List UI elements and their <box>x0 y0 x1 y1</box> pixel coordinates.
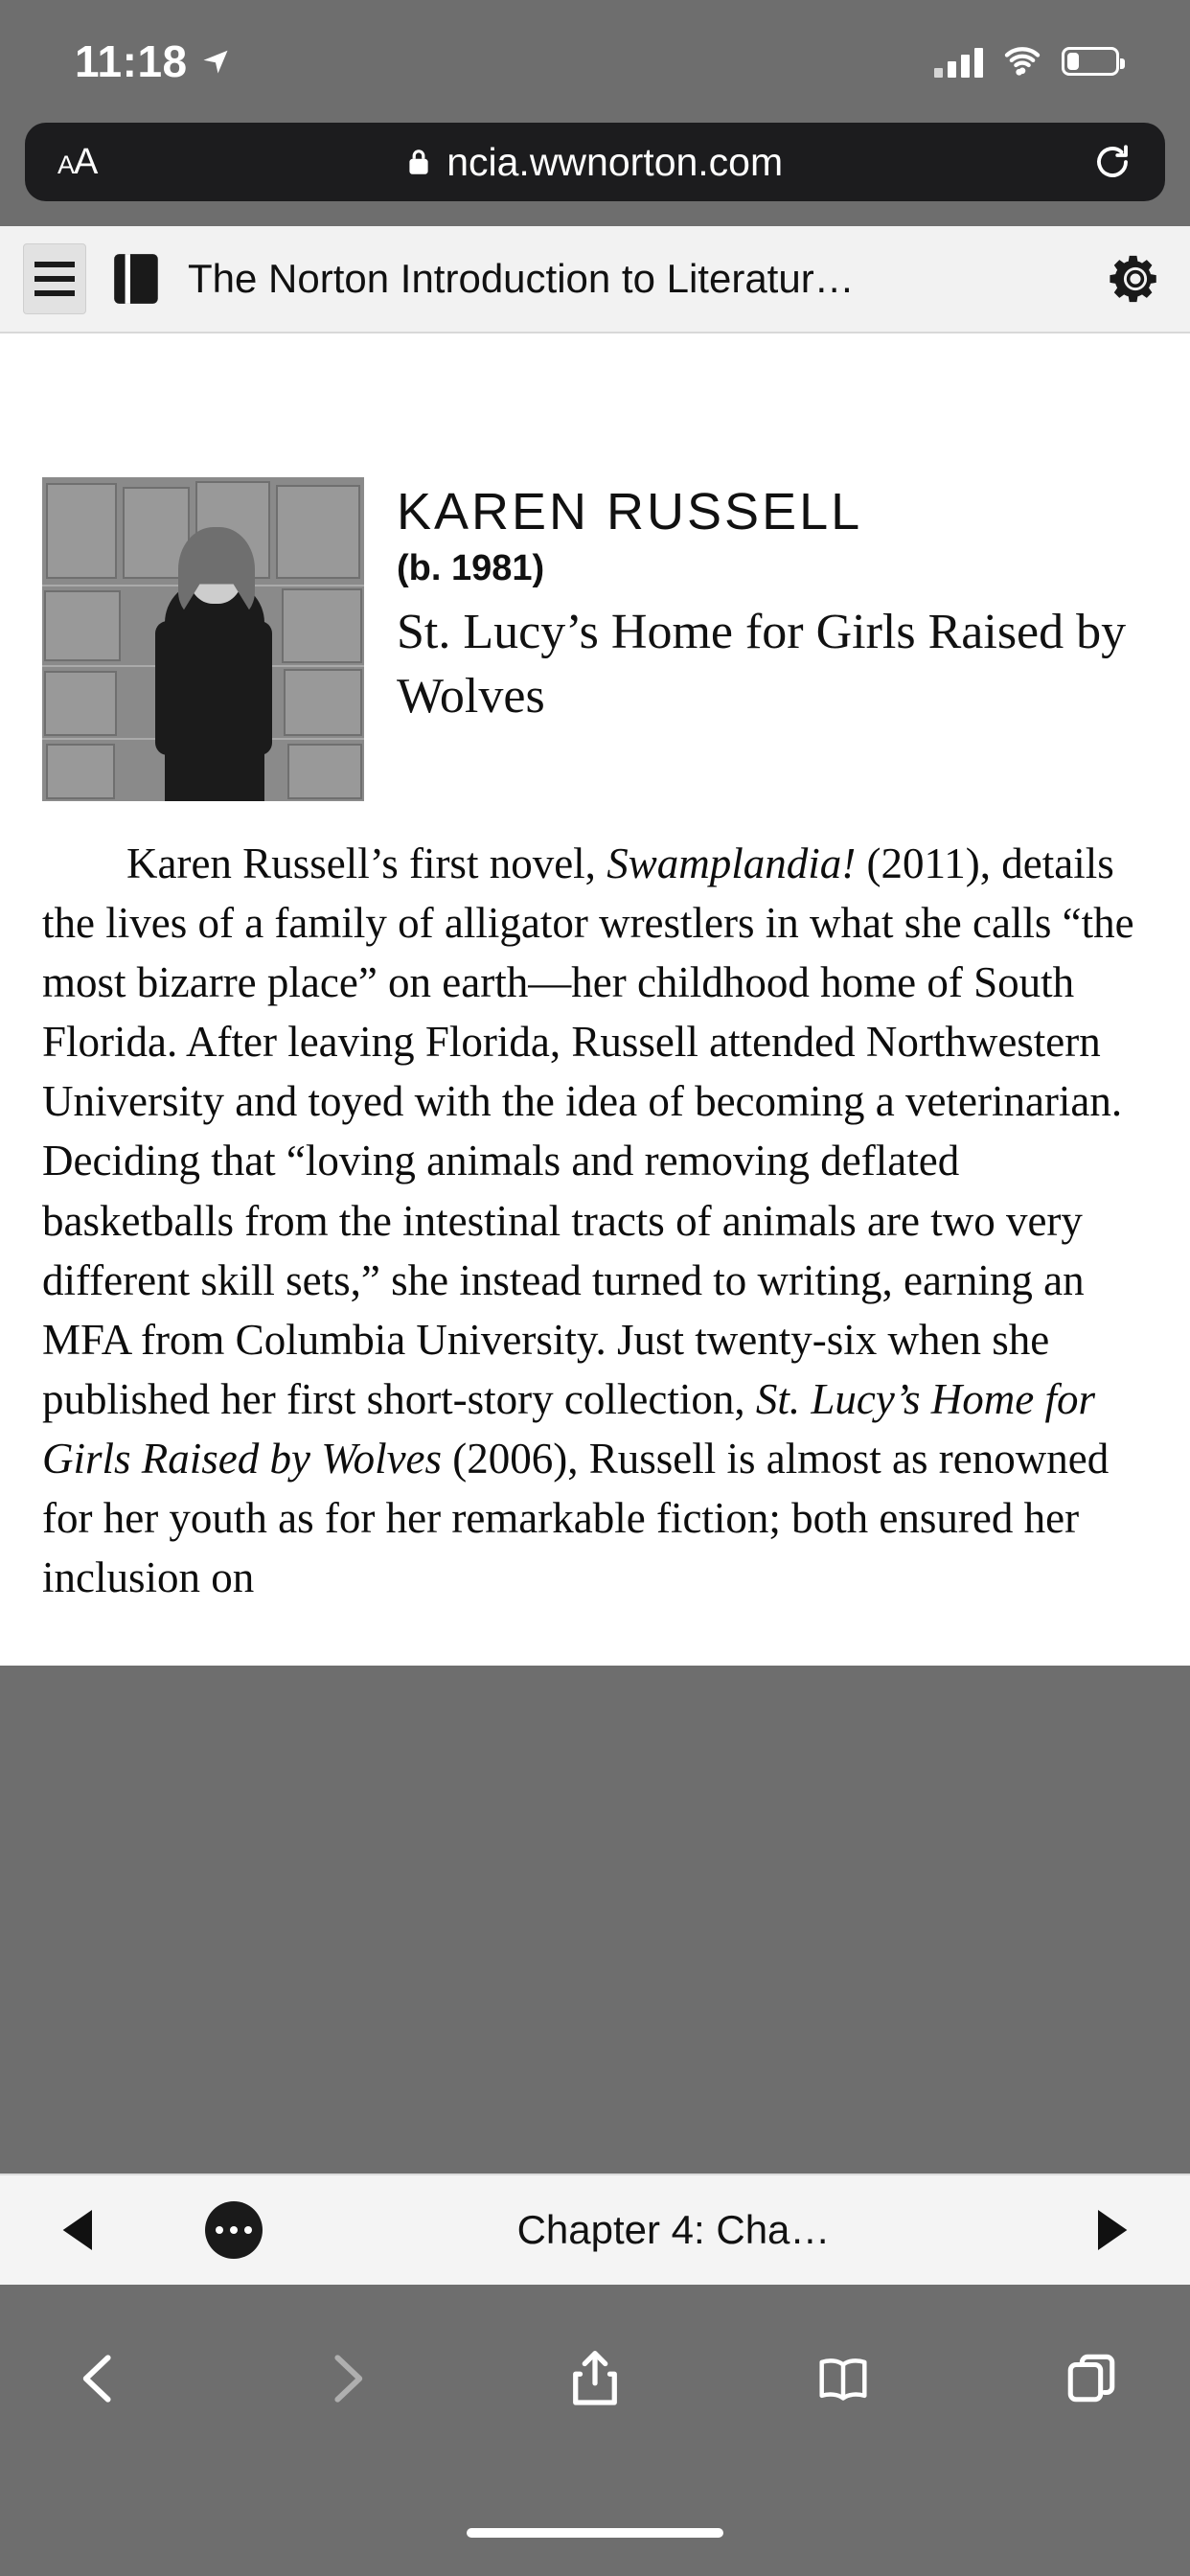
book-cover-icon[interactable] <box>111 251 163 307</box>
wifi-icon <box>1002 46 1042 77</box>
chapter-label[interactable]: Chapter 4: Cha… <box>516 2207 831 2252</box>
status-bar-right <box>934 45 1119 78</box>
cellular-signal-icon <box>934 45 983 78</box>
biography-paragraph <box>42 834 1148 1607</box>
share-icon[interactable] <box>567 2349 623 2408</box>
reader-book-title: The Norton Introduction to Literatur… <box>188 256 855 301</box>
safari-bottom-toolbar <box>0 2285 1190 2472</box>
chapter-navigation-bar <box>0 2174 1190 2285</box>
battery-low-icon <box>1062 47 1119 76</box>
url-field[interactable] <box>97 140 1092 185</box>
location-arrow-icon <box>201 47 230 76</box>
more-dots-icon[interactable] <box>205 2201 263 2259</box>
paragraph-part-4: (2006), Russell is almost as renowned for her youth as for her remarkable fiction; both ensured her inclusion on <box>42 1434 1110 1602</box>
author-dates: (b. 1981) <box>397 548 545 589</box>
author-meta <box>397 477 1148 801</box>
safari-address-bar[interactable] <box>25 123 1165 201</box>
ios-status-bar <box>0 0 1190 123</box>
paragraph-part-1-italic: Swamplandia! <box>606 840 857 887</box>
triangle-left-icon[interactable] <box>52 2201 105 2259</box>
book-icon[interactable] <box>815 2349 871 2408</box>
lock-icon <box>406 147 431 177</box>
paragraph-part-2: (2011), details the lives of a family of alligator wrestlers in what she calls “the most bizarre place” on earth—her childhood home of South Florida. After leaving Florida, Russell attended Northwestern University and toyed with the idea of becoming a veterinarian. Deciding that “loving animals and removing deflated basketballs from the intestinal tracts of animals are two very different skill sets,” she instead turned to writing, earning an MFA from Columbia University. Just twenty-six when she published her first short-story collection, <box>42 840 1134 1423</box>
work-title: St. Lucy’s Home for Girls Raised by Wolves <box>397 605 1127 724</box>
hamburger-menu-icon[interactable] <box>23 243 86 314</box>
author-portrait <box>42 477 364 801</box>
home-indicator <box>467 2528 723 2538</box>
reader-toolbar <box>0 226 1190 334</box>
text-size-button[interactable]: AA <box>57 141 98 182</box>
paragraph-part-3-italic: St. Lucy’s Home for Girls Raised by Wolves <box>42 1374 1096 1483</box>
status-bar-left <box>75 35 230 87</box>
triangle-right-icon[interactable] <box>1085 2201 1138 2259</box>
status-bar-clock: 11:18 <box>75 36 188 86</box>
url-text: ncia.wwnorton.com <box>446 139 784 184</box>
author-header-block <box>42 477 1148 801</box>
paragraph-part-0: Karen Russell’s first novel, <box>126 840 607 887</box>
gear-icon[interactable] <box>1108 251 1163 307</box>
author-name: KAREN RUSSELL <box>397 483 863 540</box>
chevron-left-icon[interactable] <box>71 2349 126 2408</box>
reader-page[interactable] <box>0 334 1190 1666</box>
tabs-icon[interactable] <box>1064 2349 1119 2408</box>
reload-icon[interactable] <box>1092 142 1133 182</box>
chevron-right-icon[interactable] <box>319 2349 375 2408</box>
